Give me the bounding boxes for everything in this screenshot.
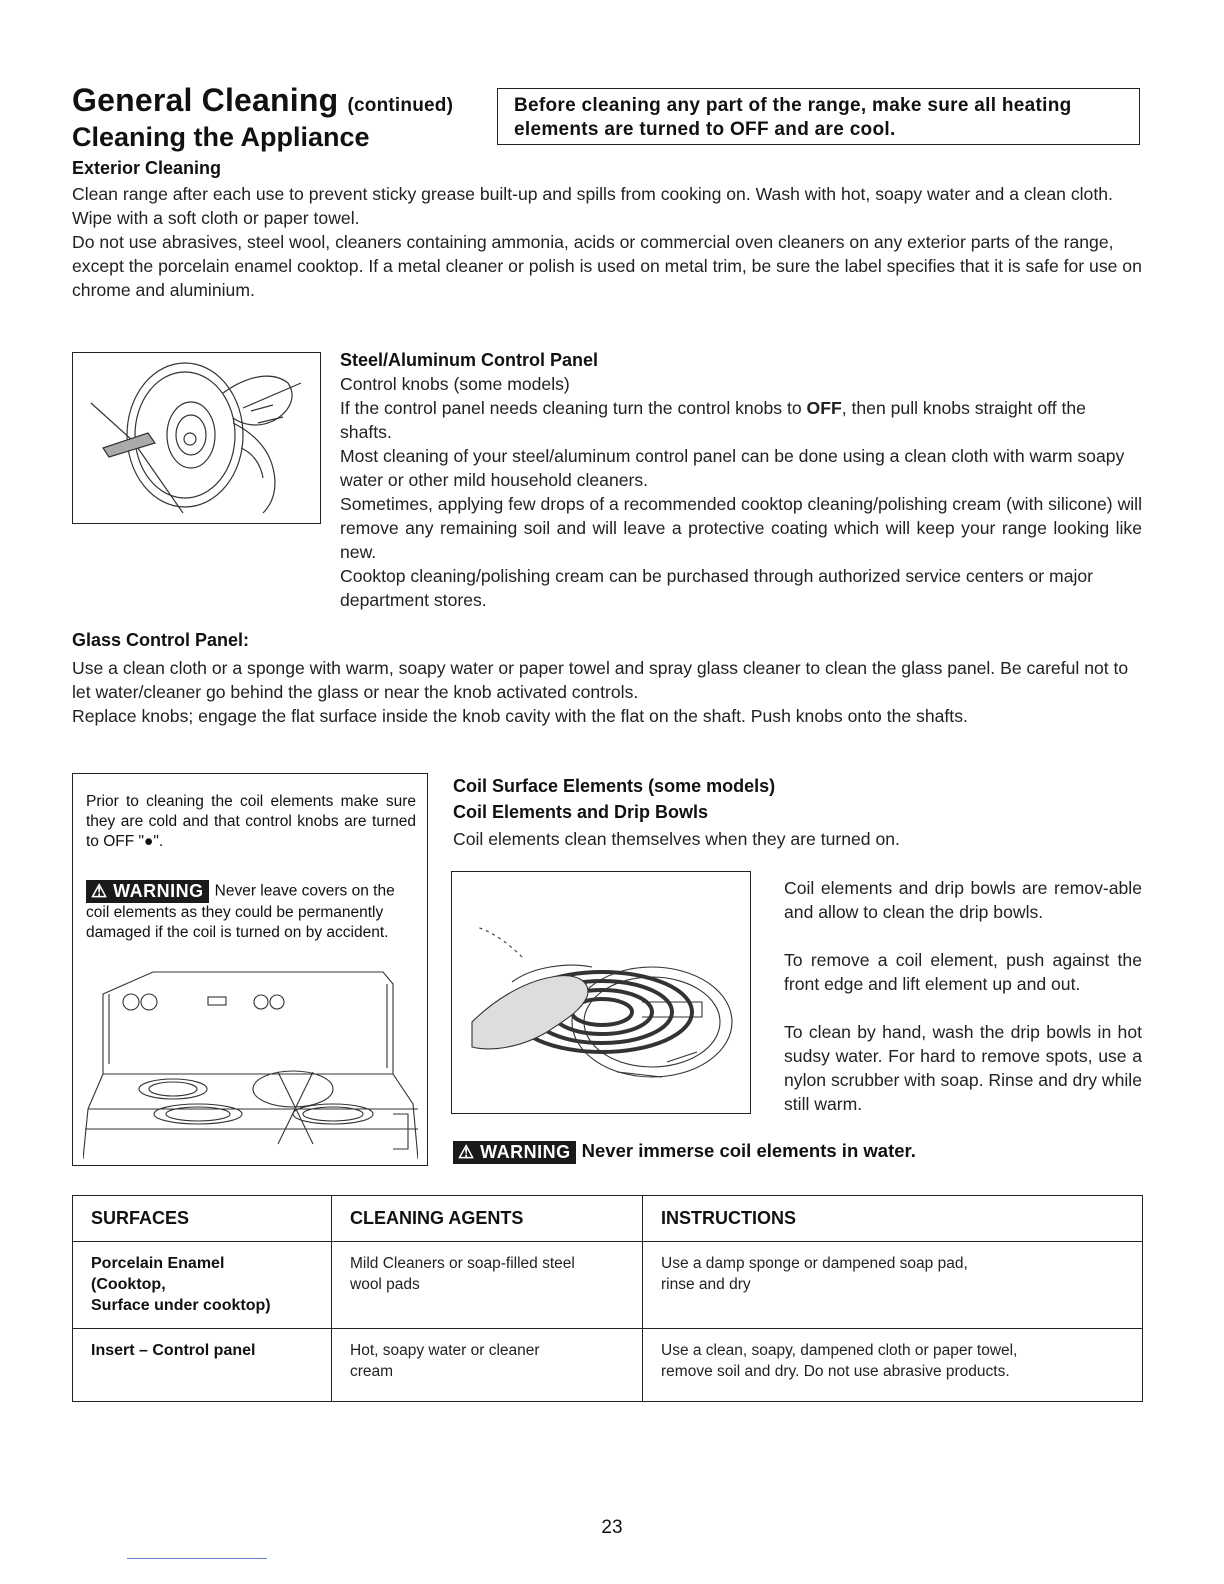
coil-caution-text: Prior to cleaning the coil elements make sure they are cold and that control knobs are turned to OFF "●". — [86, 793, 416, 850]
column-header-cleaning-agents: CLEANING AGENTS — [332, 1196, 643, 1242]
coil-cover-warning-text: Never leave covers on the coil elements as they could be permanently damaged if the coil is turned on by accident. — [86, 882, 395, 941]
glass-panel-paragraph-1: Use a clean cloth or a sponge with warm, soapy water or paper towel and spray glass cleaner to clean the glass panel. Be careful not to let water/cleaner go behind the glass or near the knob activated controls. — [72, 658, 1129, 702]
steel-p1-off: OFF — [806, 398, 842, 418]
knob-removal-illustration — [72, 352, 321, 524]
title-suffix: (continued) — [347, 95, 454, 116]
steel-panel-paragraph-3: Sometimes, applying few drops of a recommended cooktop cleaning/polishing cream (with silicone) will remove any remaining soil and will leave a protective coating which will keep your range looking like new. — [340, 494, 1142, 562]
column-header-instructions: INSTRUCTIONS — [643, 1196, 1143, 1242]
steel-panel-paragraph-1 — [340, 396, 1142, 444]
coil-instructions — [784, 876, 1142, 1140]
table-header-row — [73, 1196, 1143, 1242]
warning-badge: ⚠ WARNING — [453, 1141, 576, 1164]
coil-immerse-warning-text: Never immerse coil elements in water. — [581, 1140, 916, 1161]
instructions-cell: Use a damp sponge or dampened soap pad, rinse and dry — [643, 1242, 1143, 1329]
coil-surface-heading: Coil Surface Elements (some models) — [453, 776, 776, 796]
page-title — [72, 82, 453, 119]
steel-panel-section — [340, 348, 1142, 612]
glass-panel-paragraph-2: Replace knobs; engage the flat surface inside the knob cavity with the flat on the shaft. Push knobs onto the shafts. — [72, 706, 968, 726]
footer-rule — [127, 1558, 267, 1559]
surface-line: Surface under cooktop) — [91, 1297, 271, 1314]
exterior-paragraph-2: Do not use abrasives, steel wool, cleaners containing ammonia, acids or commercial oven cleaners on any exterior parts of the range, except the porcelain enamel cooktop. If a metal cleaner or polish is used on metal trim, be sure the label specifies that it is safe for use on chrome and aluminium. — [72, 232, 1142, 300]
coil-illustration-svg — [452, 872, 750, 1113]
table-row — [73, 1329, 1143, 1402]
cleaning-agents-table — [72, 1195, 1143, 1402]
warning-badge: ⚠ WARNING — [86, 880, 209, 903]
warning-label: WARNING — [480, 1141, 571, 1162]
coil-instructions-2: To remove a coil element, push against the front edge and lift element up and out. — [784, 950, 1142, 994]
page-subtitle: Cleaning the Appliance — [72, 122, 370, 152]
table-row — [73, 1242, 1143, 1329]
surface-cell — [73, 1242, 332, 1329]
steel-panel-paragraph-4: Cooktop cleaning/polishing cream can be purchased through authorized service centers or major department stores. — [340, 566, 1094, 610]
steel-panel-subheading: Control knobs (some models) — [340, 374, 570, 394]
exterior-paragraph-1: Clean range after each use to prevent sticky grease built-up and spills from cooking on. Wash with hot, soapy water and a clean cloth. Wipe with a soft cloth or paper towel. — [72, 184, 1113, 228]
glass-panel-heading: Glass Control Panel: — [72, 630, 250, 650]
page-number: 23 — [601, 1517, 623, 1538]
steel-p1-after: , then pull knobs straight off the shafts. — [340, 398, 1086, 442]
coil-instructions-3: To clean by hand, wash the drip bowls in hot sudsy water. For hard to remove spots, use a nylon scrubber with soap. Rinse and dry while still warm. — [784, 1022, 1142, 1114]
column-header-surfaces: SURFACES — [73, 1196, 332, 1242]
coil-instructions-1: Coil elements and drip bowls are remov-able and allow to clean the drip bowls. — [784, 878, 1142, 922]
agent-cell: Hot, soapy water or cleaner cream — [332, 1329, 643, 1402]
surface-cell: Insert – Control panel — [73, 1329, 332, 1402]
coil-caution-box — [72, 773, 428, 1166]
coil-cover-warning — [86, 880, 416, 943]
instructions-cell: Use a clean, soapy, dampened cloth or paper towel, remove soil and dry. Do not use abrasive products. — [643, 1329, 1143, 1402]
caution-notice-box: Before cleaning any part of the range, make sure all heating elements are turned to OFF and are cool. — [497, 88, 1140, 145]
title-text: General Cleaning — [72, 82, 339, 118]
agent-cell: Mild Cleaners or soap-filled steel wool pads — [332, 1242, 643, 1329]
steel-p1-before: If the control panel needs cleaning turn the control knobs to — [340, 398, 807, 418]
warning-label: WARNING — [113, 881, 204, 901]
knob-illustration-svg — [73, 353, 320, 523]
coil-self-clean-text: Coil elements clean themselves when they are turned on. — [453, 829, 900, 849]
surface-line: (Cooktop, — [91, 1276, 166, 1293]
exterior-cleaning-heading: Exterior Cleaning — [72, 158, 222, 178]
coil-immerse-warning — [453, 1140, 916, 1164]
steel-panel-heading: Steel/Aluminum Control Panel — [340, 350, 599, 370]
range-cooktop-illustration — [83, 964, 418, 1159]
glass-panel-text — [72, 656, 1144, 728]
coil-drip-bowls-heading: Coil Elements and Drip Bowls — [453, 802, 709, 822]
steel-panel-paragraph-2: Most cleaning of your steel/aluminum control panel can be done using a clean cloth with warm soapy water or other mild household cleaners. — [340, 446, 1125, 490]
coil-element-removal-illustration — [451, 871, 751, 1114]
surface-line: Porcelain Enamel — [91, 1255, 225, 1272]
